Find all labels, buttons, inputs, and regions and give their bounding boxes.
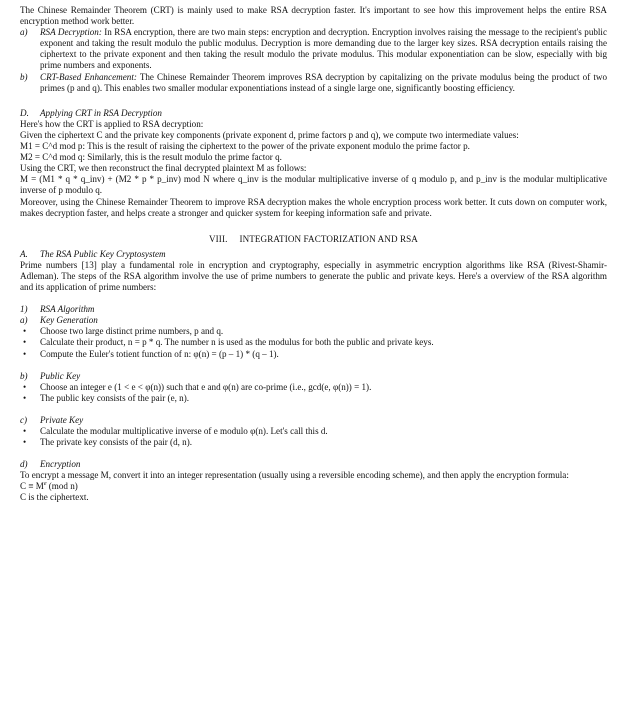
list-item bbox=[20, 437, 607, 448]
list-item bbox=[20, 382, 607, 393]
step-label: d) bbox=[20, 459, 28, 470]
algorithm-title: RSA Algorithm bbox=[40, 304, 95, 315]
step-label: a) bbox=[20, 315, 28, 326]
algorithm-label: 1) bbox=[20, 304, 28, 315]
bullet-icon: • bbox=[23, 381, 27, 392]
public-key-list bbox=[20, 382, 607, 404]
list-item-text: Choose two large distinct prime numbers, p and q. bbox=[40, 326, 224, 337]
key-generation-list bbox=[20, 326, 607, 359]
private-key-heading bbox=[20, 415, 607, 426]
formula-left: C ≡ M bbox=[20, 481, 44, 492]
list-item-text: Calculate their product, n = p * q. The number n is used as the modulus for both the public and private keys. bbox=[40, 337, 434, 348]
list-item bbox=[20, 426, 607, 437]
algorithm-heading bbox=[20, 304, 607, 315]
item-rsa-decryption bbox=[20, 27, 607, 71]
formula-exponent: e bbox=[43, 481, 47, 488]
step-title: Public Key bbox=[40, 370, 81, 381]
list-item bbox=[20, 393, 607, 404]
section-d-heading bbox=[20, 108, 607, 119]
section-a-paragraph: Prime numbers [13] play a fundamental role in encryption and cryptography, especially in asymmetric encryption algorithms like RSA (Rivest-Shamir-Adleman). The steps of the RSA algorithm involve the use of prime numbers to generate the public and private keys. Here's a overview of the RSA algorithm and its application of prime numbers: bbox=[20, 259, 607, 293]
bullet-icon: • bbox=[23, 437, 27, 448]
formula-right: (mod n) bbox=[46, 481, 78, 492]
crt-line: M1 = C^d mod p: This is the result of raising the ciphertext to the power of the private exponent modulo the prime factor p. bbox=[20, 141, 470, 152]
step-title: Encryption bbox=[40, 459, 81, 470]
bullet-icon: • bbox=[23, 326, 27, 337]
item-text: The Chinese Remainder Theorem improves RSA decryption by capitalizing on the private modulus being the product of two primes (p and q). This enables two smaller modular exponentiations instead of a single large one, significantly boosting efficiency. bbox=[40, 71, 607, 93]
item-text: In RSA encryption, there are two main steps: encryption and decryption. Encryption involves raising the message to the recipient's public exponent and taking the result modulo the public modulus. Decryption is more demanding due to the larger key sizes. RSA decryption entails raising the ciphertext to the private exponent and then taking the result modulo the private modulus. This modular exponentiation can be slow, especially with big prime numbers and exponents. bbox=[40, 27, 607, 71]
encryption-paragraph: To encrypt a message M, convert it into an integer representation (usually using a reversible encoding scheme), and then apply the encryption formula: bbox=[20, 470, 569, 481]
crt-line: Here's how the CRT is applied to RSA decryption: bbox=[20, 118, 204, 129]
step-title: Private Key bbox=[40, 414, 84, 425]
section-a-label: A. bbox=[20, 248, 28, 259]
item-heading: RSA Decryption: bbox=[40, 27, 102, 38]
crt-line: M = (M1 * q * q_inv) + (M2 * p * p_inv) mod N where q_inv is the modular multiplicative inverse of q modulo p, and p_inv is the modular multiplicative inverse of p modulo q. bbox=[20, 174, 607, 196]
section-a-heading bbox=[20, 249, 607, 260]
list-item bbox=[20, 337, 607, 348]
private-key-list bbox=[20, 426, 607, 448]
intro-paragraph: The Chinese Remainder Theorem (CRT) is mainly used to make RSA decryption faster. It's important to see how this improvement helps the entire RSA encryption method work better. bbox=[20, 5, 607, 27]
crt-line: Moreover, using the Chinese Remainder Theorem to improve RSA decryption makes the whole encryption process work better. It cuts down on computer work, makes decryption faster, and helps create a stronger and quicker system for keeping information safe and private. bbox=[20, 196, 607, 218]
list-item-text: Compute the Euler's totient function of n: φ(n) = (p – 1) * (q – 1). bbox=[40, 348, 279, 359]
bullet-icon: • bbox=[23, 392, 27, 403]
key-generation-heading bbox=[20, 315, 607, 326]
list-item bbox=[20, 326, 607, 337]
list-item bbox=[20, 349, 607, 360]
encryption-heading bbox=[20, 459, 607, 470]
list-item-text: The public key consists of the pair (e, n). bbox=[40, 392, 189, 403]
list-item-text: The private key consists of the pair (d, n). bbox=[40, 437, 193, 448]
crt-line: M2 = C^d mod q: Similarly, this is the result modulo the prime factor q. bbox=[20, 152, 282, 163]
section-d-title: Applying CRT in RSA Decryption bbox=[40, 107, 162, 118]
bullet-icon: • bbox=[23, 348, 27, 359]
bullet-icon: • bbox=[23, 337, 27, 348]
public-key-heading bbox=[20, 371, 607, 382]
step-title: Key Generation bbox=[40, 315, 98, 326]
section-number: VIII. bbox=[209, 233, 228, 244]
section-a-title: The RSA Public Key Cryptosystem bbox=[40, 248, 166, 259]
item-label: b) bbox=[20, 71, 28, 82]
bullet-icon: • bbox=[23, 426, 27, 436]
item-heading: CRT-Based Enhancement: bbox=[40, 71, 137, 82]
section-viii-heading bbox=[20, 234, 607, 245]
list-item-text: Choose an integer e (1 < e < φ(n)) such that e and φ(n) are co-prime (i.e., gcd(e, φ(n)) = 1). bbox=[40, 381, 372, 392]
ciphertext-note: C is the ciphertext. bbox=[20, 492, 89, 503]
item-label: a) bbox=[20, 27, 28, 38]
crt-line: Given the ciphertext C and the private key components (private exponent d, prime factors p and q), we compute two intermediate values: bbox=[20, 129, 519, 140]
step-label: c) bbox=[20, 414, 28, 425]
crt-line: Using the CRT, we then reconstruct the final decrypted plaintext M as follows: bbox=[20, 163, 307, 174]
item-crt-enhancement bbox=[20, 72, 607, 94]
list-item-text: Calculate the modular multiplicative inverse of e modulo φ(n). Let's call this d. bbox=[40, 426, 328, 436]
step-label: b) bbox=[20, 370, 28, 381]
section-title: INTEGRATION FACTORIZATION AND RSA bbox=[239, 233, 418, 244]
section-d-label: D. bbox=[20, 107, 29, 118]
encryption-formula bbox=[20, 481, 607, 492]
